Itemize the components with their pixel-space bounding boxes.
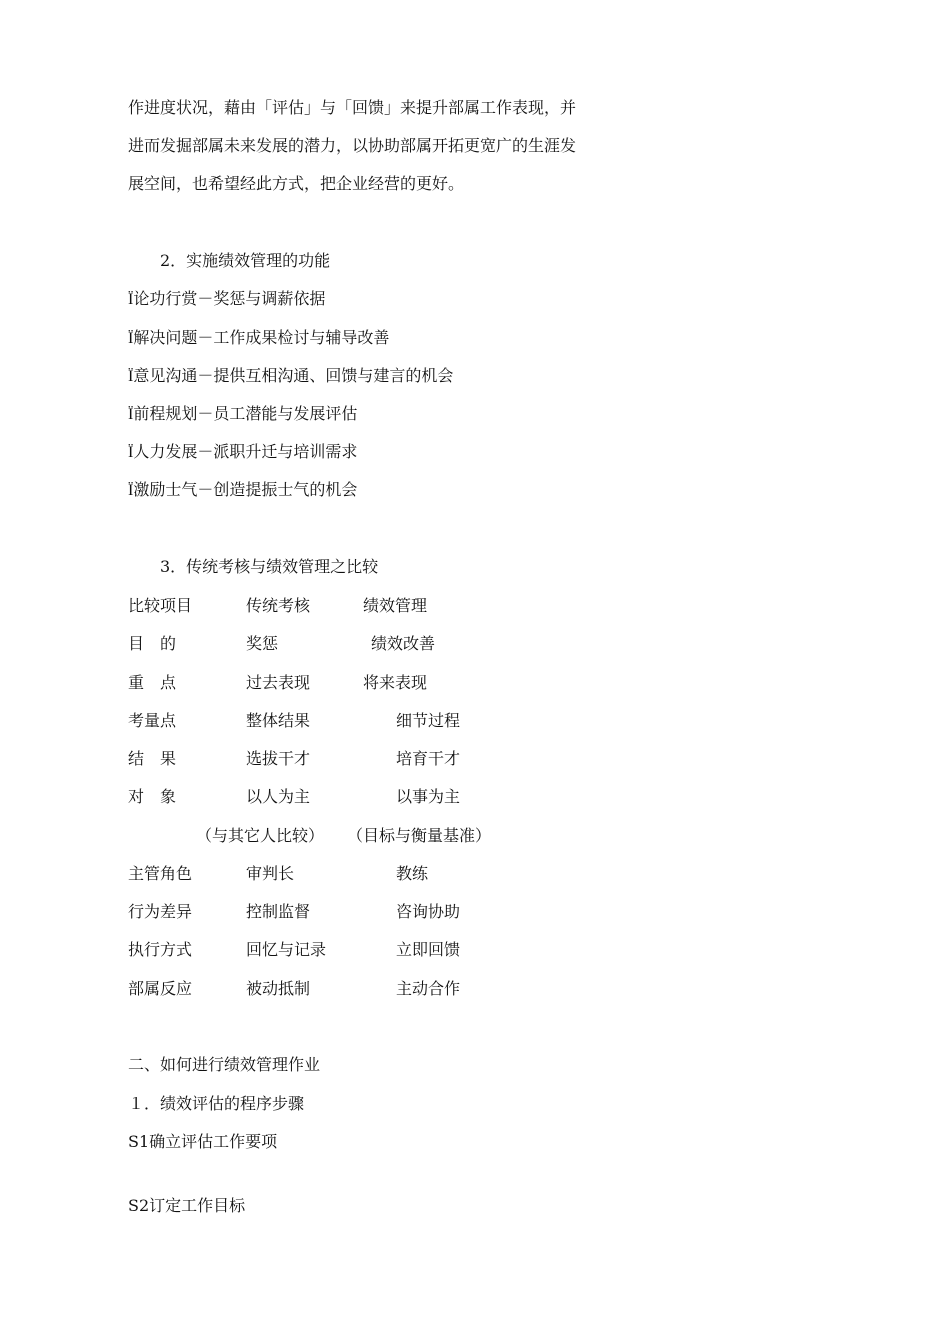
table-header-cell: 绩效管理 <box>363 596 428 615</box>
list-item <box>128 328 389 349</box>
table-cell: 培育干才 <box>396 749 461 768</box>
table-cell: 控制监督 <box>246 902 311 921</box>
table-cell: 结 果 <box>128 749 177 768</box>
table-note: （目标与衡量基准） <box>347 826 492 845</box>
section-heading: 2．实施绩效管理的功能 <box>160 251 331 270</box>
bullet-icon: Ï <box>128 291 134 308</box>
table-header-cell: 传统考核 <box>246 596 311 615</box>
table-cell: 回忆与记录 <box>246 940 327 959</box>
list-item <box>128 480 357 501</box>
intro-line: 展空间，也希望经此方式，把企业经营的更好。 <box>128 174 465 193</box>
table-cell: 细节过程 <box>396 711 461 730</box>
table-cell: 以人为主 <box>246 787 311 806</box>
bullet-icon: Ï <box>128 406 134 423</box>
table-cell: 行为差异 <box>128 902 193 921</box>
table-cell: 部属反应 <box>128 979 193 998</box>
table-cell: 教练 <box>396 864 429 883</box>
table-cell: 整体结果 <box>246 711 311 730</box>
table-cell: 被动抵制 <box>246 979 311 998</box>
list-item-text: 激励士气－创造提振士气的机会 <box>133 480 358 499</box>
section-heading: 3．传统考核与绩效管理之比较 <box>160 557 379 576</box>
table-cell: 选拔干才 <box>246 749 311 768</box>
part-heading: 二、如何进行绩效管理作业 <box>128 1055 321 1074</box>
table-cell: 目 的 <box>128 634 177 653</box>
list-item-text: 前程规划－员工潜能与发展评估 <box>133 404 358 423</box>
bullet-icon: Ï <box>128 330 134 347</box>
table-cell: 立即回馈 <box>396 940 461 959</box>
list-item <box>128 442 357 463</box>
table-cell: 咨询协助 <box>396 902 461 921</box>
sub-heading: １．绩效评估的程序步骤 <box>128 1094 305 1113</box>
table-cell: 执行方式 <box>128 940 193 959</box>
list-item-text: 人力发展－派职升迁与培训需求 <box>133 442 358 461</box>
table-cell: 绩效改善 <box>371 634 436 653</box>
list-item-text: 意见沟通－提供互相沟通、回馈与建言的机会 <box>133 366 454 385</box>
list-item <box>128 289 325 310</box>
intro-line: 进而发掘部属未来发展的潜力，以协助部属开拓更宽广的生涯发 <box>128 136 577 155</box>
step-item: S2订定工作目标 <box>128 1196 246 1215</box>
table-cell: 主动合作 <box>396 979 461 998</box>
step-item: S1确立评估工作要项 <box>128 1132 278 1151</box>
table-cell: 过去表现 <box>246 673 311 692</box>
intro-line: 作进度状况，藉由「评估」与「回馈」来提升部属工作表现，并 <box>128 98 577 117</box>
list-item-text: 解决问题－工作成果检讨与辅导改善 <box>133 328 390 347</box>
table-cell: 将来表现 <box>363 673 428 692</box>
bullet-icon: Ï <box>128 482 134 499</box>
table-cell: 以事为主 <box>396 787 461 806</box>
bullet-icon: Ï <box>128 444 134 461</box>
table-cell: 考量点 <box>128 711 177 730</box>
table-header-cell: 比较项目 <box>128 596 193 615</box>
list-item-text: 论功行赏－奖惩与调薪依据 <box>133 289 326 308</box>
table-cell: 审判长 <box>246 864 295 883</box>
table-cell: 奖惩 <box>246 634 279 653</box>
bullet-icon: Ï <box>128 368 134 385</box>
table-cell: 主管角色 <box>128 864 193 883</box>
table-cell: 对 象 <box>128 787 177 806</box>
list-item <box>128 404 357 425</box>
list-item <box>128 366 453 387</box>
table-cell: 重 点 <box>128 673 177 692</box>
table-note: （与其它人比较） <box>196 826 325 845</box>
